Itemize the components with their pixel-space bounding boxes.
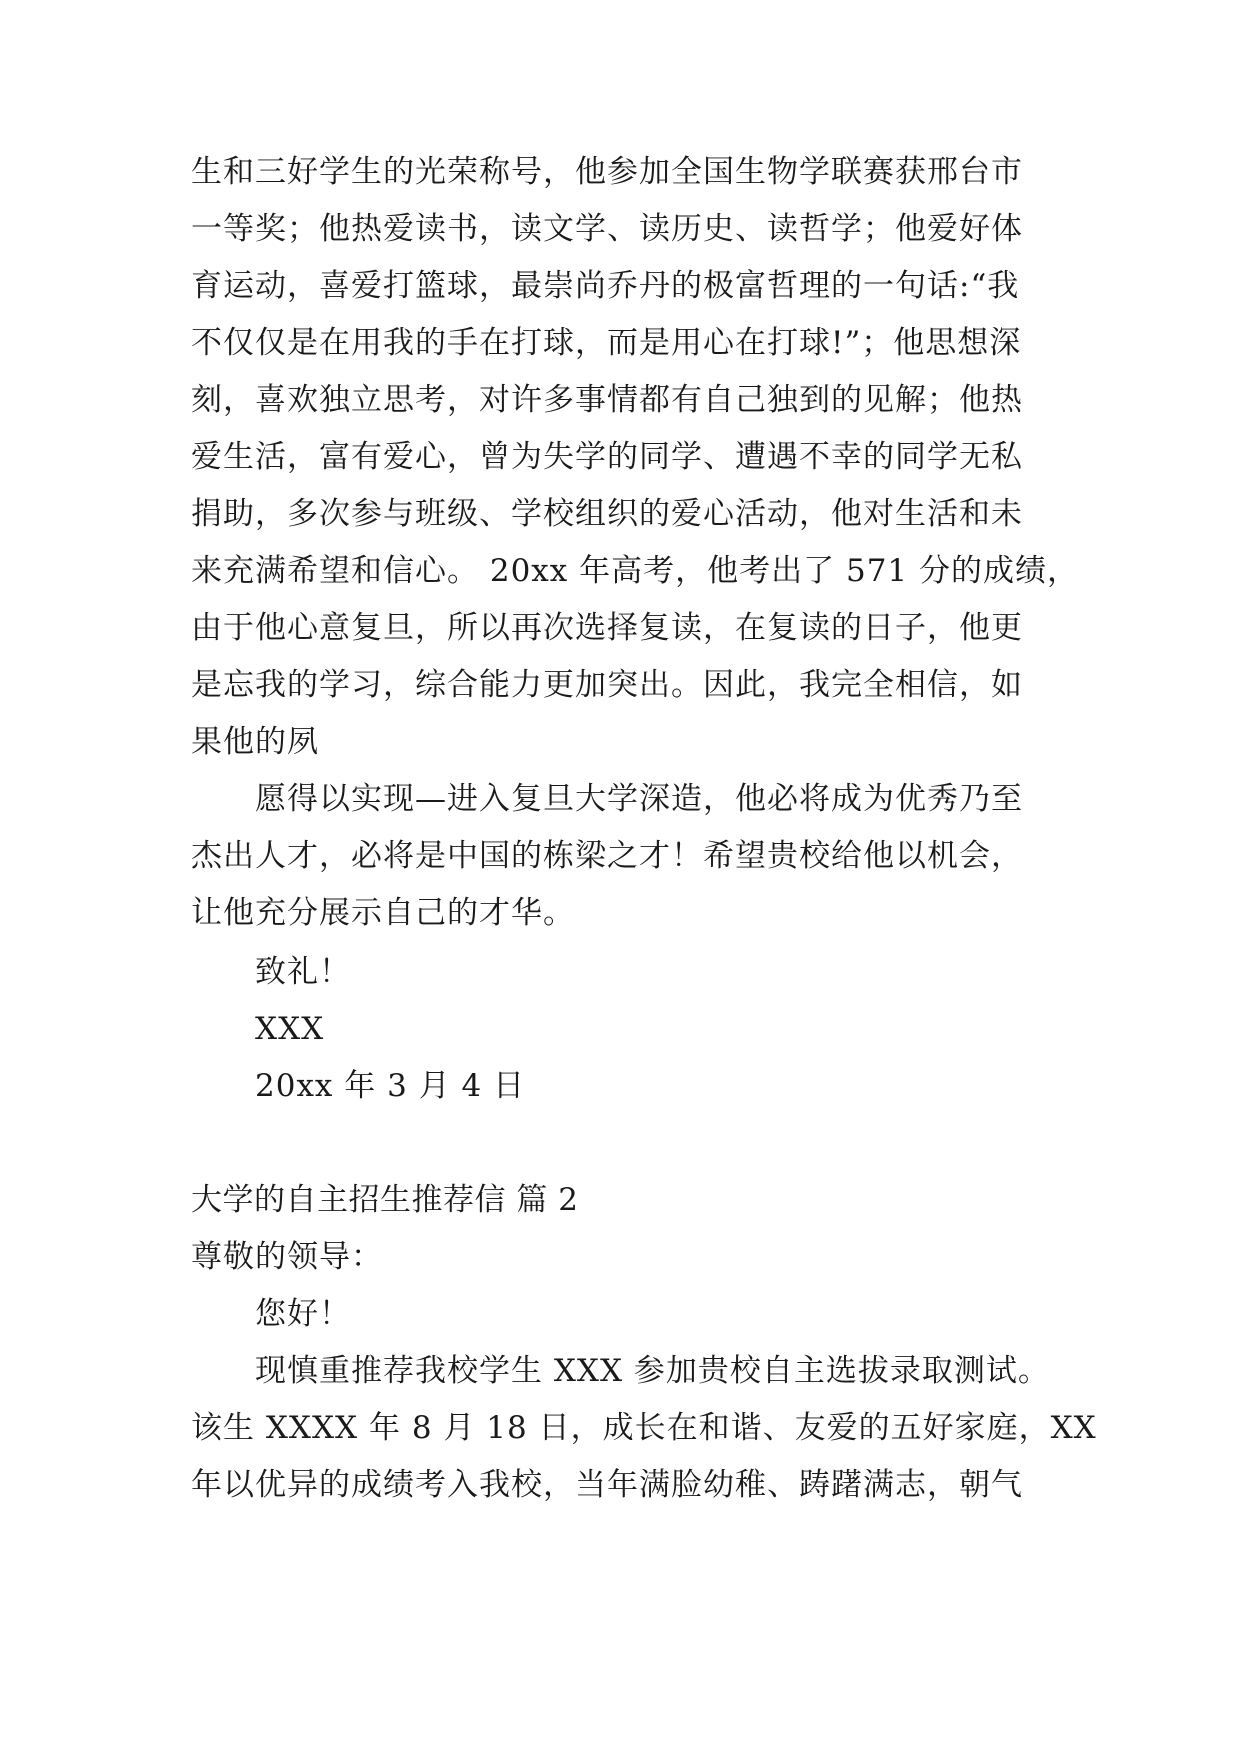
paragraph-line: 年以优异的成绩考入我校，当年满脸幼稚、踌躇满志，朝气 [191, 1467, 1023, 1503]
paragraph-line: 现慎重推荐我校学生 XXX 参加贵校自主选拔录取测试。 [255, 1353, 1050, 1389]
paragraph-line: 不仅仅是在用我的手在打球，而是用心在打球!”；他思想深 [191, 325, 1022, 361]
paragraph-line: 一等奖；他热爱读书，读文学、读历史、读哲学；他爱好体 [191, 211, 1023, 247]
paragraph-line: 愿得以实现—进入复旦大学深造，他必将成为优秀乃至 [255, 781, 1023, 817]
paragraph-line: 捐助，多次参与班级、学校组织的爱心活动，他对生活和未 [191, 496, 1023, 532]
signature-text: XXX [255, 1011, 325, 1047]
paragraph-line: 刻，喜欢独立思考，对许多事情都有自己独到的见解；他热 [191, 382, 1023, 418]
paragraph-line: 让他充分展示自己的才华。 [191, 895, 575, 931]
paragraph-line: 杰出人才，必将是中国的栋梁之才！希望贵校给他以机会， [191, 838, 1023, 874]
paragraph-line: 果他的夙 [191, 724, 319, 760]
paragraph-line: 来充满希望和信心。 20xx 年高考，他考出了 571 分的成绩， [191, 553, 1079, 589]
date-text: 20xx 年 3 月 4 日 [255, 1068, 526, 1104]
closing-text: 致礼！ [255, 954, 351, 990]
paragraph-line: 生和三好学生的光荣称号，他参加全国生物学联赛获邢台市 [191, 154, 1023, 190]
section-title: 大学的自主招生推荐信 篇 2 [191, 1182, 579, 1218]
greeting-text: 您好！ [255, 1296, 351, 1332]
paragraph-line: 爱生活，富有爱心，曾为失学的同学、遭遇不幸的同学无私 [191, 439, 1023, 475]
paragraph-line: 该生 XXXX 年 8 月 18 日，成长在和谐、友爱的五好家庭，XX [191, 1410, 1097, 1446]
paragraph-line: 育运动，喜爱打篮球，最崇尚乔丹的极富哲理的一句话:“我 [191, 268, 1020, 304]
paragraph-line: 是忘我的学习，综合能力更加突出。因此，我完全相信，如 [191, 667, 1023, 703]
salutation-text: 尊敬的领导： [191, 1239, 383, 1275]
paragraph-line: 由于他心意复旦，所以再次选择复读，在复读的日子，他更 [191, 610, 1023, 646]
